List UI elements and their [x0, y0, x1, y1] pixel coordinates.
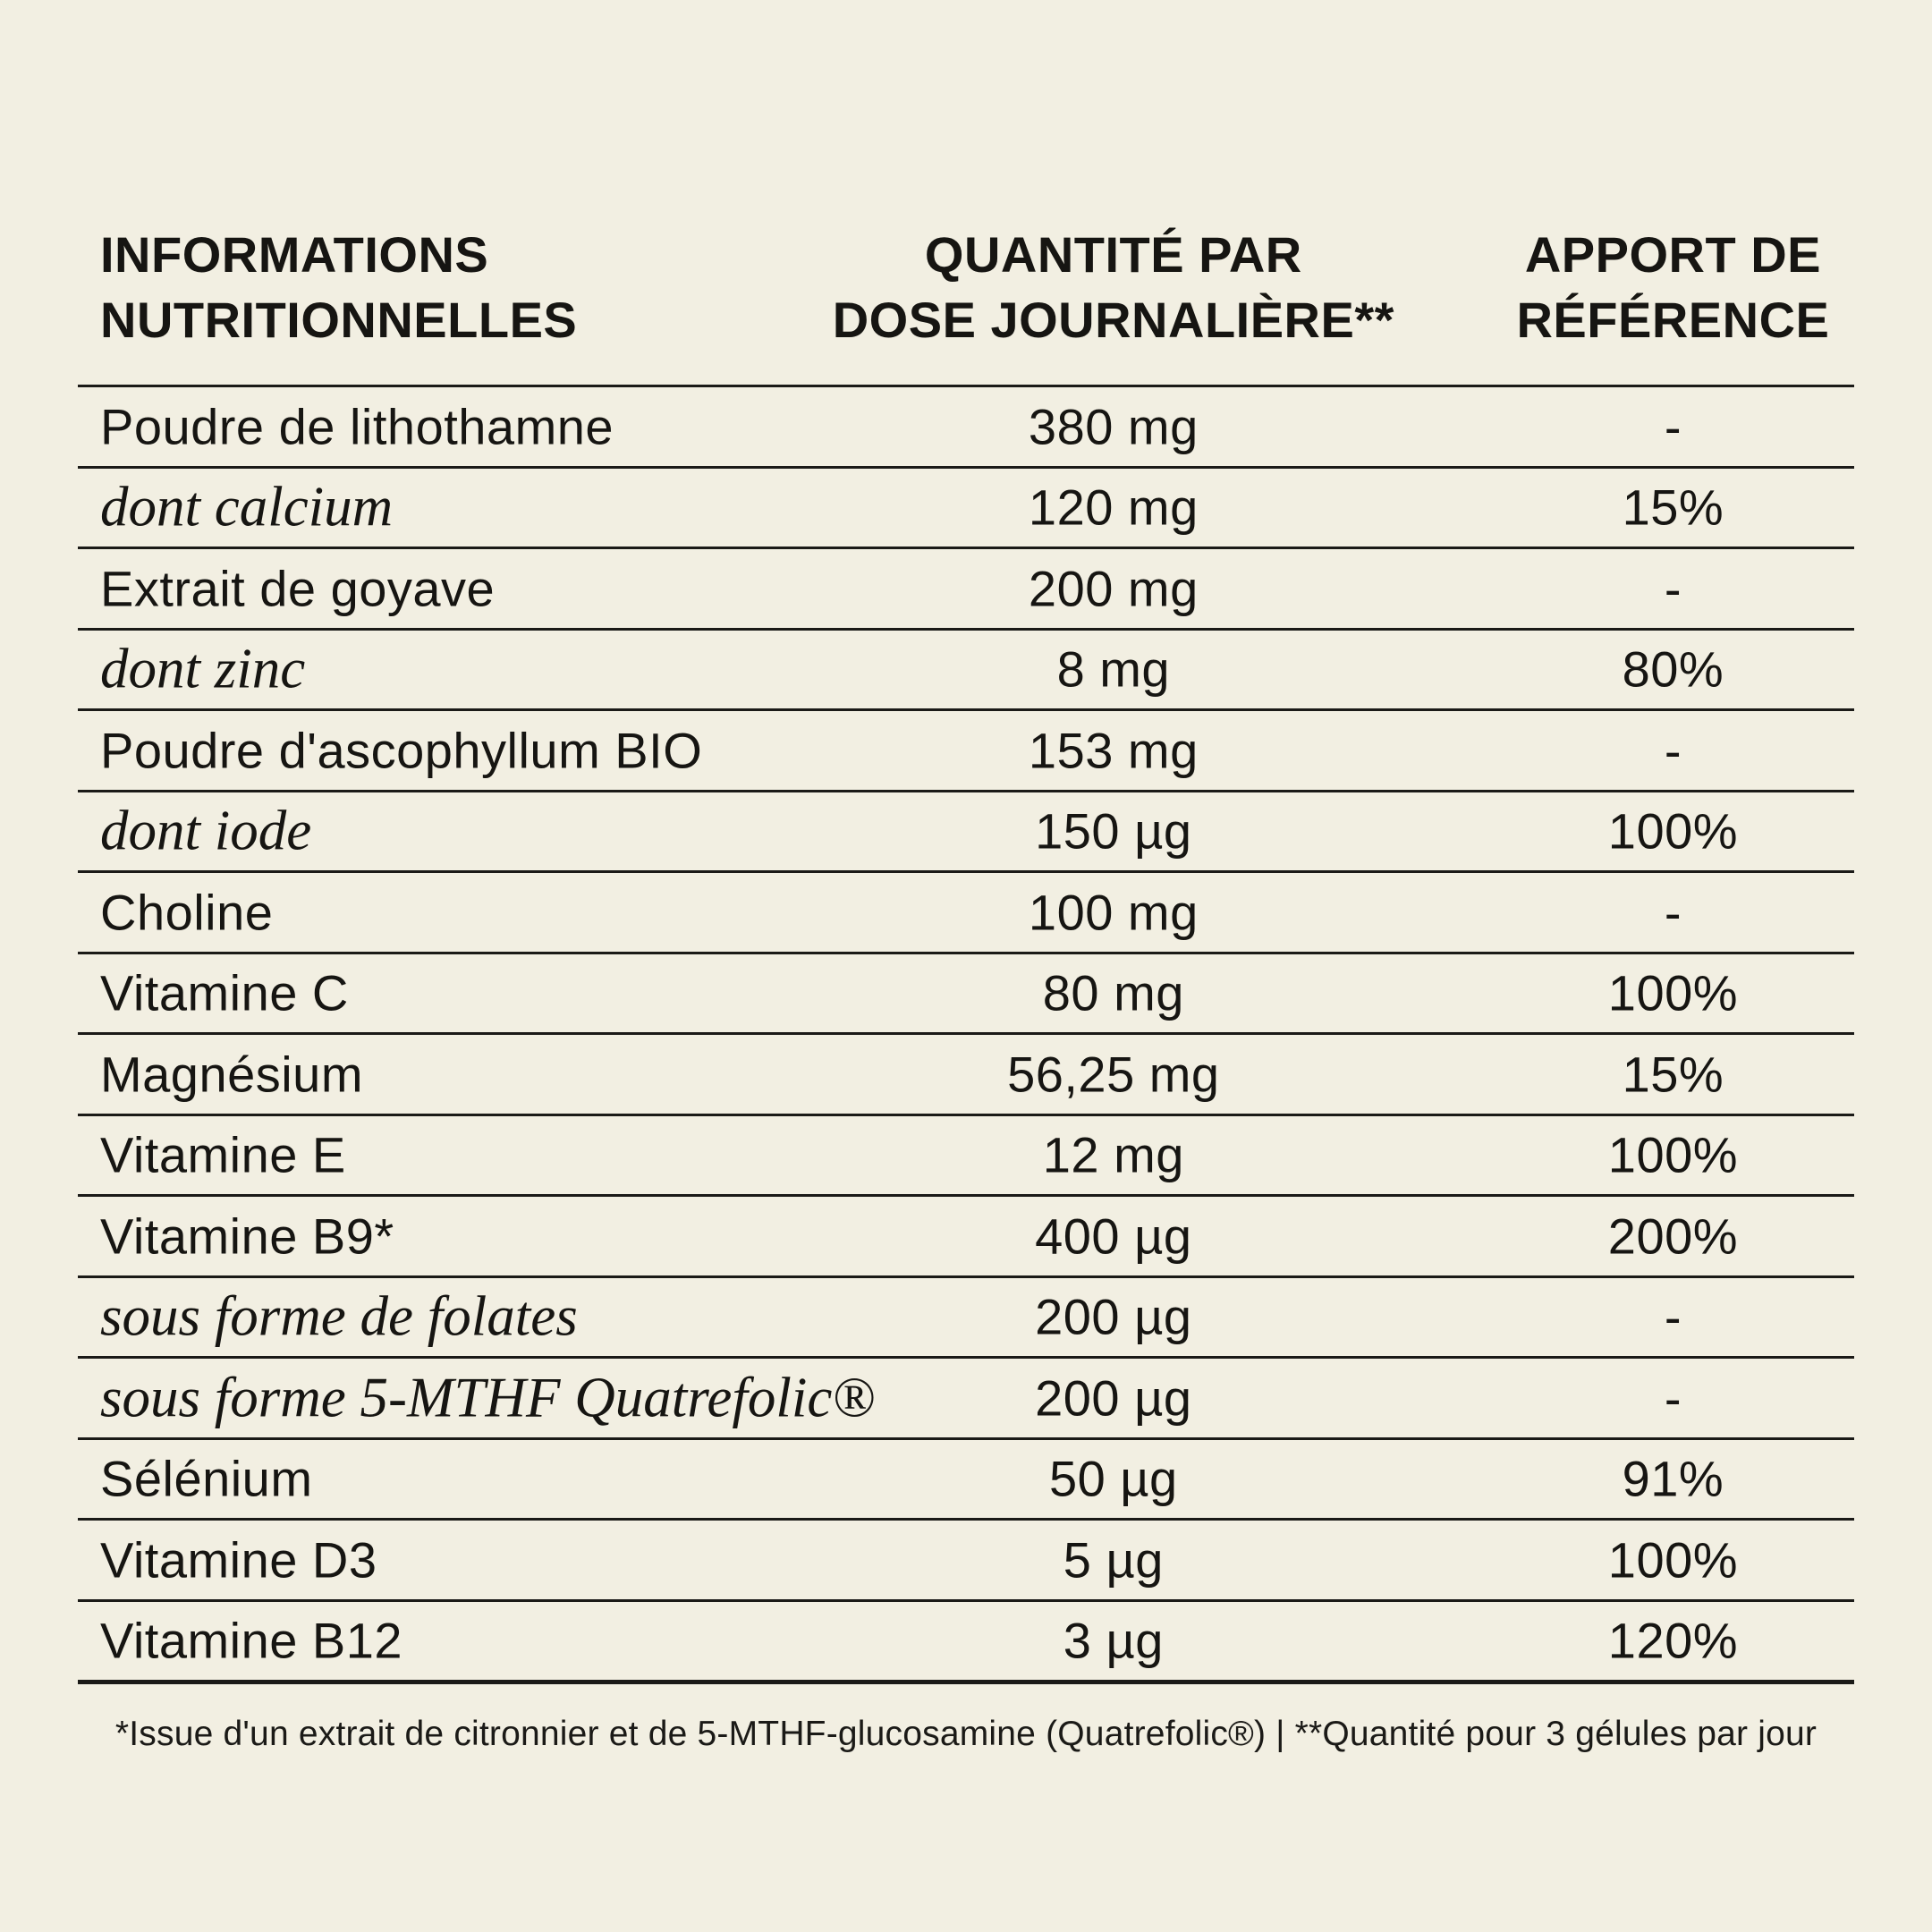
header-col-ingredients-line1: INFORMATIONS: [100, 226, 489, 283]
ingredient-name: Vitamine B12: [100, 1612, 403, 1669]
table-row: [78, 387, 1854, 469]
table-row: [78, 469, 1854, 550]
ingredient-name: Choline: [100, 884, 274, 941]
table-row: [78, 631, 1854, 712]
table-row: [78, 711, 1854, 792]
header-col-reference: [1516, 222, 1829, 352]
ingredient-reference: 91%: [1622, 1450, 1724, 1507]
header-col-quantity: [833, 222, 1394, 352]
ingredient-quantity: 80 mg: [1042, 964, 1184, 1021]
ingredient-quantity: 400 µg: [1035, 1208, 1192, 1265]
ingredient-reference: 15%: [1622, 479, 1724, 536]
ingredient-reference: -: [1664, 1288, 1682, 1345]
table-row: [78, 1278, 1854, 1360]
ingredient-name: sous forme 5-MTHF Quatrefolic®: [100, 1366, 876, 1429]
table-row: [78, 1359, 1854, 1440]
ingredient-quantity: 153 mg: [1028, 722, 1199, 779]
ingredient-reference: 120%: [1607, 1612, 1739, 1669]
ingredient-reference: -: [1664, 560, 1682, 617]
header-col-reference-line2: RÉFÉRENCE: [1516, 292, 1830, 348]
table-row: [78, 954, 1854, 1036]
header-col-ingredients-line2: NUTRITIONNELLES: [100, 292, 578, 348]
nutrition-table: [78, 0, 1854, 1754]
ingredient-name: Poudre de lithothamne: [100, 398, 614, 455]
ingredient-name: Vitamine B9*: [100, 1208, 394, 1265]
table-row: [78, 792, 1854, 874]
header-col-ingredients: [100, 222, 577, 352]
ingredient-quantity: 200 µg: [1035, 1369, 1192, 1427]
ingredient-reference: 200%: [1607, 1208, 1739, 1265]
ingredient-name: Extrait de goyave: [100, 560, 496, 617]
ingredient-name: sous forme de folates: [100, 1284, 578, 1348]
ingredient-reference: 100%: [1607, 1531, 1739, 1589]
table-row: [78, 1035, 1854, 1116]
ingredient-reference: 100%: [1607, 1126, 1739, 1183]
ingredient-quantity: 50 µg: [1048, 1450, 1178, 1507]
ingredient-quantity: 200 mg: [1028, 560, 1199, 617]
ingredient-reference: -: [1664, 1369, 1682, 1427]
table-row: [78, 1521, 1854, 1602]
table-header: [78, 0, 1854, 385]
table-row: [78, 1116, 1854, 1198]
ingredient-name: Sélénium: [100, 1450, 313, 1507]
ingredient-quantity: 120 mg: [1028, 479, 1199, 536]
ingredient-quantity: 200 µg: [1035, 1288, 1192, 1345]
ingredient-quantity: 5 µg: [1063, 1531, 1164, 1589]
header-col-quantity-line1: QUANTITÉ PAR: [924, 226, 1302, 283]
table-row: [78, 873, 1854, 954]
header-col-quantity-line2: DOSE JOURNALIÈRE**: [832, 292, 1394, 348]
ingredient-reference: 80%: [1622, 640, 1724, 698]
ingredient-quantity: 150 µg: [1035, 802, 1192, 860]
table-row: [78, 1197, 1854, 1278]
ingredient-reference: -: [1664, 722, 1682, 779]
ingredient-reference: 100%: [1607, 964, 1739, 1021]
ingredient-reference: 15%: [1622, 1046, 1724, 1103]
table-row: [78, 1440, 1854, 1521]
ingredient-name: dont calcium: [100, 475, 394, 538]
table-row: [78, 1602, 1854, 1685]
ingredient-name: Vitamine D3: [100, 1531, 377, 1589]
ingredient-name: dont zinc: [100, 637, 306, 700]
ingredient-quantity: 100 mg: [1028, 884, 1199, 941]
ingredient-name: Magnésium: [100, 1046, 363, 1103]
header-col-reference-line1: APPORT DE: [1524, 226, 1822, 283]
ingredient-quantity: 8 mg: [1056, 640, 1171, 698]
ingredient-reference: 100%: [1607, 802, 1739, 860]
ingredient-quantity: 380 mg: [1028, 398, 1199, 455]
ingredient-quantity: 3 µg: [1063, 1612, 1164, 1669]
table-body: [78, 385, 1854, 1684]
ingredient-name: Vitamine E: [100, 1126, 346, 1183]
ingredient-quantity: 56,25 mg: [1007, 1046, 1220, 1103]
ingredient-name: Poudre d'ascophyllum BIO: [100, 722, 703, 779]
ingredient-name: dont iode: [100, 799, 312, 862]
ingredient-reference: -: [1664, 884, 1682, 941]
ingredient-quantity: 12 mg: [1042, 1126, 1184, 1183]
footnote: *Issue d'un extrait de citronnier et de 5-MTHF-glucosamine (Quatrefolic®) | **Quantité pour 3 gélules par jour: [114, 1715, 1818, 1753]
ingredient-name: Vitamine C: [100, 964, 349, 1021]
table-row: [78, 549, 1854, 631]
ingredient-reference: -: [1664, 398, 1682, 455]
